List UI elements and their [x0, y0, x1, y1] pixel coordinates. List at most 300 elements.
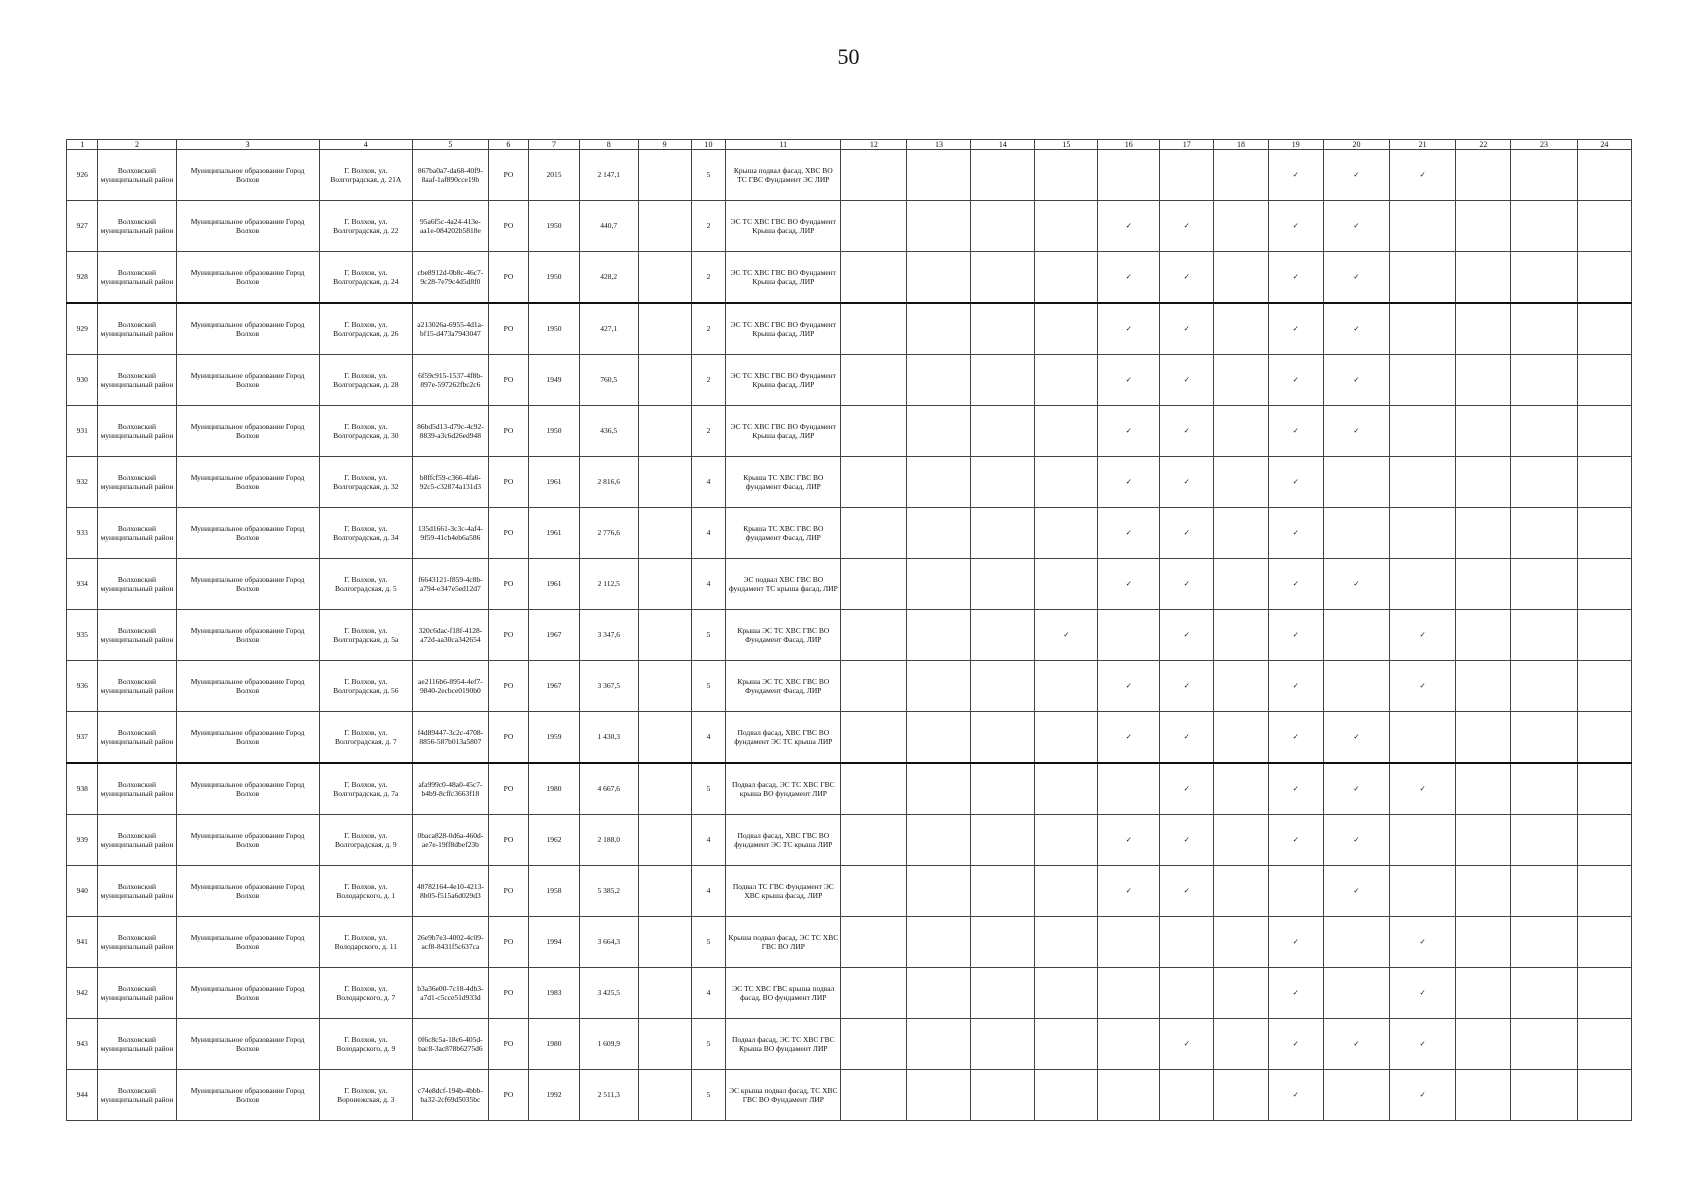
empty-cell: [1035, 406, 1098, 457]
empty-cell: [907, 712, 971, 764]
check-mark-icon: ✓: [1268, 763, 1323, 815]
table-row: [67, 866, 1632, 917]
check-mark-icon: ✓: [1268, 508, 1323, 559]
empty-cell: [1456, 661, 1511, 712]
empty-cell: [841, 355, 907, 406]
guid-cell: 26e9b7e3-4002-4c09-acf8-8431f5c637ca: [412, 917, 488, 968]
floors-cell: 5: [691, 763, 726, 815]
empty-cell: [841, 763, 907, 815]
address-cell: Г. Волхов, ул. Володарского, д. 7: [319, 968, 412, 1019]
empty-cell: [1214, 303, 1268, 355]
area-cell: 3 347,6: [579, 610, 638, 661]
empty-cell: [1214, 866, 1268, 917]
check-mark-icon: ✓: [1323, 815, 1389, 866]
empty-cell: [1035, 303, 1098, 355]
empty-cell: [841, 968, 907, 1019]
empty-cell: [971, 508, 1035, 559]
check-mark-icon: ✓: [1268, 917, 1323, 968]
floors-cell: 4: [691, 559, 726, 610]
table-row: [67, 1070, 1632, 1121]
district-cell: Волховский муниципальный район: [98, 508, 176, 559]
area-cell: 2 188,0: [579, 815, 638, 866]
empty-cell: [1268, 866, 1323, 917]
empty-cell: [1577, 1070, 1631, 1121]
check-mark-icon: ✓: [1323, 406, 1389, 457]
address-cell: Г. Волхов, ул. Волгоградская, д. 5: [319, 559, 412, 610]
check-mark-icon: ✓: [1323, 355, 1389, 406]
floors-cell: 4: [691, 815, 726, 866]
check-mark-icon: ✓: [1268, 303, 1323, 355]
guid-cell: 95a6f5c-4a24-413e-aa1e-084202b5818e: [412, 201, 488, 252]
area-cell: 436,5: [579, 406, 638, 457]
area-cell: 427,1: [579, 303, 638, 355]
district-cell: Волховский муниципальный район: [98, 406, 176, 457]
empty-cell: [1577, 406, 1631, 457]
table-row: [67, 150, 1632, 201]
empty-cell: [638, 252, 691, 304]
year-cell: 1950: [528, 201, 579, 252]
area-cell: 3 664,3: [579, 917, 638, 968]
floors-cell: 2: [691, 355, 726, 406]
empty-cell: [907, 661, 971, 712]
empty-cell: [1323, 610, 1389, 661]
column-header: 18: [1214, 140, 1268, 150]
empty-cell: [1035, 968, 1098, 1019]
check-mark-icon: ✓: [1098, 457, 1160, 508]
column-header: 7: [528, 140, 579, 150]
floors-cell: 2: [691, 201, 726, 252]
table-row: [67, 303, 1632, 355]
empty-cell: [1390, 815, 1456, 866]
row-number-cell: 943: [67, 1019, 98, 1070]
empty-cell: [1035, 559, 1098, 610]
table-row: [67, 201, 1632, 252]
check-mark-icon: ✓: [1160, 252, 1214, 304]
column-header: 1: [67, 140, 98, 150]
column-header: 22: [1456, 140, 1511, 150]
check-mark-icon: ✓: [1323, 866, 1389, 917]
row-number-cell: 936: [67, 661, 98, 712]
empty-cell: [1511, 712, 1577, 764]
empty-cell: [971, 815, 1035, 866]
floors-cell: 2: [691, 303, 726, 355]
empty-cell: [1456, 712, 1511, 764]
empty-cell: [907, 1019, 971, 1070]
check-mark-icon: ✓: [1390, 610, 1456, 661]
type-cell: РО: [488, 610, 528, 661]
column-header: 16: [1098, 140, 1160, 150]
type-cell: РО: [488, 355, 528, 406]
column-header: 23: [1511, 140, 1577, 150]
column-header: 4: [319, 140, 412, 150]
empty-cell: [841, 610, 907, 661]
empty-cell: [1511, 150, 1577, 201]
area-cell: 2 112,5: [579, 559, 638, 610]
row-number-cell: 928: [67, 252, 98, 304]
works-cell: ЭС крыша подвал фасад, ТС ХВС ГВС ВО Фундамент ЛИР: [726, 1070, 841, 1121]
floors-cell: 5: [691, 661, 726, 712]
works-cell: Крыша подвал фасад, ХВС ВО ТС ГВС Фундамент ЭС ЛИР: [726, 150, 841, 201]
check-mark-icon: ✓: [1323, 1019, 1389, 1070]
empty-cell: [971, 150, 1035, 201]
empty-cell: [1577, 201, 1631, 252]
check-mark-icon: ✓: [1160, 610, 1214, 661]
district-cell: Волховский муниципальный район: [98, 1070, 176, 1121]
empty-cell: [841, 303, 907, 355]
empty-cell: [971, 559, 1035, 610]
empty-cell: [841, 1070, 907, 1121]
empty-cell: [1456, 763, 1511, 815]
works-cell: Подвал фасад, ХВС ГВС ВО фундамент ЭС ТС крыша ЛИР: [726, 815, 841, 866]
district-cell: Волховский муниципальный район: [98, 610, 176, 661]
table-row: [67, 457, 1632, 508]
empty-cell: [1035, 201, 1098, 252]
area-cell: 2 511,3: [579, 1070, 638, 1121]
year-cell: 1949: [528, 355, 579, 406]
empty-cell: [638, 866, 691, 917]
year-cell: 1961: [528, 559, 579, 610]
empty-cell: [1511, 559, 1577, 610]
district-cell: Волховский муниципальный район: [98, 866, 176, 917]
empty-cell: [638, 661, 691, 712]
district-cell: Волховский муниципальный район: [98, 712, 176, 764]
municipality-cell: Муниципальное образование Город Волхов: [176, 457, 319, 508]
empty-cell: [1456, 866, 1511, 917]
empty-cell: [1577, 917, 1631, 968]
column-header: 14: [971, 140, 1035, 150]
empty-cell: [841, 815, 907, 866]
empty-cell: [1035, 1019, 1098, 1070]
empty-cell: [1456, 252, 1511, 304]
empty-cell: [1214, 150, 1268, 201]
row-number-cell: 926: [67, 150, 98, 201]
empty-cell: [1456, 815, 1511, 866]
row-number-cell: 934: [67, 559, 98, 610]
address-cell: Г. Волхов, ул. Володарского, д. 1: [319, 866, 412, 917]
check-mark-icon: ✓: [1268, 252, 1323, 304]
guid-cell: 86bd5d13-d79c-4c92-8839-a3c6d26ed948: [412, 406, 488, 457]
empty-cell: [1577, 610, 1631, 661]
empty-cell: [1035, 815, 1098, 866]
type-cell: РО: [488, 815, 528, 866]
empty-cell: [1390, 252, 1456, 304]
empty-cell: [907, 201, 971, 252]
empty-cell: [907, 1070, 971, 1121]
check-mark-icon: ✓: [1390, 917, 1456, 968]
type-cell: РО: [488, 559, 528, 610]
year-cell: 1980: [528, 763, 579, 815]
page-number: 50: [837, 44, 860, 69]
empty-cell: [907, 457, 971, 508]
district-cell: Волховский муниципальный район: [98, 968, 176, 1019]
check-mark-icon: ✓: [1390, 1070, 1456, 1121]
municipality-cell: Муниципальное образование Город Волхов: [176, 201, 319, 252]
guid-cell: 320c6dac-f18f-4128-a72d-aa30ca342654: [412, 610, 488, 661]
district-cell: Волховский муниципальный район: [98, 201, 176, 252]
floors-cell: 4: [691, 968, 726, 1019]
table-row: [67, 355, 1632, 406]
address-cell: Г. Волхов, ул. Воронежская, д. 3: [319, 1070, 412, 1121]
district-cell: Волховский муниципальный район: [98, 661, 176, 712]
municipality-cell: Муниципальное образование Город Волхов: [176, 1070, 319, 1121]
column-header: 8: [579, 140, 638, 150]
empty-cell: [1035, 150, 1098, 201]
check-mark-icon: ✓: [1268, 559, 1323, 610]
empty-cell: [1214, 763, 1268, 815]
district-cell: Волховский муниципальный район: [98, 763, 176, 815]
empty-cell: [1035, 355, 1098, 406]
empty-cell: [1456, 303, 1511, 355]
empty-cell: [638, 917, 691, 968]
check-mark-icon: ✓: [1268, 355, 1323, 406]
works-cell: Крыша ТС ХВС ГВС ВО фундамент Фасад, ЛИР: [726, 508, 841, 559]
empty-cell: [1511, 610, 1577, 661]
check-mark-icon: ✓: [1390, 661, 1456, 712]
area-cell: 5 385,2: [579, 866, 638, 917]
year-cell: 1962: [528, 815, 579, 866]
empty-cell: [1511, 201, 1577, 252]
empty-cell: [1323, 508, 1389, 559]
empty-cell: [1456, 406, 1511, 457]
row-number-cell: 937: [67, 712, 98, 764]
year-cell: 1994: [528, 917, 579, 968]
column-header: 17: [1160, 140, 1214, 150]
floors-cell: 5: [691, 1070, 726, 1121]
empty-cell: [638, 457, 691, 508]
type-cell: РО: [488, 1070, 528, 1121]
empty-cell: [1456, 1070, 1511, 1121]
empty-cell: [841, 917, 907, 968]
row-number-cell: 931: [67, 406, 98, 457]
guid-cell: cbe8912d-0b8c-46c7-9c28-7e79c4d5d8f0: [412, 252, 488, 304]
empty-cell: [1214, 252, 1268, 304]
year-cell: 1967: [528, 661, 579, 712]
table-body: [67, 150, 1632, 1121]
check-mark-icon: ✓: [1098, 355, 1160, 406]
district-cell: Волховский муниципальный район: [98, 457, 176, 508]
table-row: [67, 406, 1632, 457]
column-header: 13: [907, 140, 971, 150]
check-mark-icon: ✓: [1323, 201, 1389, 252]
address-cell: Г. Волхов, ул. Володарского, д. 11: [319, 917, 412, 968]
empty-cell: [1214, 968, 1268, 1019]
type-cell: РО: [488, 252, 528, 304]
type-cell: РО: [488, 406, 528, 457]
empty-cell: [1323, 968, 1389, 1019]
empty-cell: [1511, 508, 1577, 559]
empty-cell: [1035, 917, 1098, 968]
address-cell: Г. Волхов, ул. Волгоградская, д. 26: [319, 303, 412, 355]
municipality-cell: Муниципальное образование Город Волхов: [176, 150, 319, 201]
guid-cell: ae2116b6-8954-4ef7-9840-2ecbce0190b0: [412, 661, 488, 712]
check-mark-icon: ✓: [1098, 712, 1160, 764]
type-cell: РО: [488, 917, 528, 968]
empty-cell: [1456, 917, 1511, 968]
empty-cell: [907, 252, 971, 304]
empty-cell: [1214, 1019, 1268, 1070]
municipality-cell: Муниципальное образование Город Волхов: [176, 559, 319, 610]
check-mark-icon: ✓: [1035, 610, 1098, 661]
floors-cell: 2: [691, 252, 726, 304]
check-mark-icon: ✓: [1390, 968, 1456, 1019]
empty-cell: [1035, 252, 1098, 304]
municipality-cell: Муниципальное образование Город Волхов: [176, 661, 319, 712]
check-mark-icon: ✓: [1390, 150, 1456, 201]
guid-cell: 0f6c8c5a-18c6-405d-bac8-3ac878b6275d6: [412, 1019, 488, 1070]
header-row: [67, 140, 1632, 150]
table-row: [67, 917, 1632, 968]
table-row: [67, 661, 1632, 712]
empty-cell: [1214, 559, 1268, 610]
district-cell: Волховский муниципальный район: [98, 815, 176, 866]
empty-cell: [971, 252, 1035, 304]
check-mark-icon: ✓: [1160, 406, 1214, 457]
address-cell: Г. Волхов, ул. Волгоградская, д. 30: [319, 406, 412, 457]
empty-cell: [1577, 559, 1631, 610]
empty-cell: [971, 610, 1035, 661]
empty-cell: [1511, 457, 1577, 508]
empty-cell: [1577, 150, 1631, 201]
check-mark-icon: ✓: [1390, 1019, 1456, 1070]
check-mark-icon: ✓: [1323, 252, 1389, 304]
empty-cell: [1098, 1019, 1160, 1070]
empty-cell: [1456, 508, 1511, 559]
row-number-cell: 939: [67, 815, 98, 866]
empty-cell: [1390, 406, 1456, 457]
check-mark-icon: ✓: [1268, 712, 1323, 764]
row-number-cell: 938: [67, 763, 98, 815]
check-mark-icon: ✓: [1098, 303, 1160, 355]
check-mark-icon: ✓: [1160, 1019, 1214, 1070]
empty-cell: [1214, 917, 1268, 968]
empty-cell: [1390, 201, 1456, 252]
empty-cell: [841, 150, 907, 201]
empty-cell: [1214, 712, 1268, 764]
floors-cell: 2: [691, 406, 726, 457]
empty-cell: [1098, 610, 1160, 661]
type-cell: РО: [488, 1019, 528, 1070]
empty-cell: [638, 201, 691, 252]
empty-cell: [841, 201, 907, 252]
works-cell: Крыша ЭС ТС ХВС ГВС ВО Фундамент Фасад, ЛИР: [726, 661, 841, 712]
table-row: [67, 712, 1632, 764]
year-cell: 1967: [528, 610, 579, 661]
empty-cell: [1577, 508, 1631, 559]
address-cell: Г. Волхов, ул. Володарского, д. 9: [319, 1019, 412, 1070]
type-cell: РО: [488, 457, 528, 508]
address-cell: Г. Волхов, ул. Волгоградская, д. 9: [319, 815, 412, 866]
empty-cell: [1456, 457, 1511, 508]
municipality-cell: Муниципальное образование Город Волхов: [176, 815, 319, 866]
empty-cell: [907, 508, 971, 559]
check-mark-icon: ✓: [1323, 712, 1389, 764]
type-cell: РО: [488, 866, 528, 917]
empty-cell: [1035, 508, 1098, 559]
check-mark-icon: ✓: [1160, 763, 1214, 815]
table-row: [67, 508, 1632, 559]
column-header: 24: [1577, 140, 1631, 150]
address-cell: Г. Волхов, ул. Волгоградская, д. 22: [319, 201, 412, 252]
works-cell: Крыша подвал фасад, ЭС ТС ХВС ГВС ВО ЛИР: [726, 917, 841, 968]
empty-cell: [1456, 968, 1511, 1019]
check-mark-icon: ✓: [1160, 508, 1214, 559]
empty-cell: [1577, 252, 1631, 304]
guid-cell: 48782164-4e10-4213-8b05-f515a6d029d3: [412, 866, 488, 917]
year-cell: 1980: [528, 1019, 579, 1070]
type-cell: РО: [488, 661, 528, 712]
empty-cell: [841, 661, 907, 712]
table-row: [67, 968, 1632, 1019]
row-number-cell: 940: [67, 866, 98, 917]
empty-cell: [1323, 457, 1389, 508]
empty-cell: [1511, 661, 1577, 712]
municipality-cell: Муниципальное образование Город Волхов: [176, 252, 319, 304]
floors-cell: 5: [691, 150, 726, 201]
empty-cell: [1390, 457, 1456, 508]
empty-cell: [1035, 661, 1098, 712]
column-header: 15: [1035, 140, 1098, 150]
row-number-cell: 935: [67, 610, 98, 661]
column-header: 10: [691, 140, 726, 150]
works-cell: ЭС ТС ХВС ГВС ВО Фундамент Крыша фасад, ЛИР: [726, 252, 841, 304]
empty-cell: [907, 866, 971, 917]
empty-cell: [1214, 1070, 1268, 1121]
check-mark-icon: ✓: [1098, 201, 1160, 252]
check-mark-icon: ✓: [1098, 406, 1160, 457]
check-mark-icon: ✓: [1268, 150, 1323, 201]
column-header: 12: [841, 140, 907, 150]
row-number-cell: 942: [67, 968, 98, 1019]
year-cell: 1958: [528, 866, 579, 917]
column-header: 3: [176, 140, 319, 150]
guid-cell: 135d1661-3c3c-4af4-9f59-41cb4eb6a586: [412, 508, 488, 559]
empty-cell: [1577, 661, 1631, 712]
address-cell: Г. Волхов, ул. Волгоградская, д. 28: [319, 355, 412, 406]
empty-cell: [1456, 1019, 1511, 1070]
guid-cell: c74e8dcf-194b-4bbb-ba32-2cf69d5035bc: [412, 1070, 488, 1121]
column-header: 19: [1268, 140, 1323, 150]
district-cell: Волховский муниципальный район: [98, 252, 176, 304]
municipality-cell: Муниципальное образование Город Волхов: [176, 866, 319, 917]
works-cell: ЭС ТС ХВС ГВС ВО Фундамент Крыша фасад, ЛИР: [726, 201, 841, 252]
municipality-cell: Муниципальное образование Город Волхов: [176, 610, 319, 661]
year-cell: 1950: [528, 406, 579, 457]
empty-cell: [638, 815, 691, 866]
check-mark-icon: ✓: [1323, 303, 1389, 355]
check-mark-icon: ✓: [1268, 610, 1323, 661]
empty-cell: [1456, 150, 1511, 201]
floors-cell: 5: [691, 1019, 726, 1070]
guid-cell: a213026a-6955-4d1a-bf15-d473a7943047: [412, 303, 488, 355]
empty-cell: [907, 610, 971, 661]
empty-cell: [841, 1019, 907, 1070]
empty-cell: [971, 457, 1035, 508]
empty-cell: [1035, 866, 1098, 917]
works-cell: Крыша ТС ХВС ГВС ВО фундамент Фасад, ЛИР: [726, 457, 841, 508]
empty-cell: [971, 917, 1035, 968]
check-mark-icon: ✓: [1268, 1019, 1323, 1070]
area-cell: 2 147,1: [579, 150, 638, 201]
guid-cell: 0baca828-0d6a-460d-ae7e-19ff8dbef23b: [412, 815, 488, 866]
empty-cell: [1456, 610, 1511, 661]
empty-cell: [1577, 1019, 1631, 1070]
empty-cell: [1511, 866, 1577, 917]
row-number-cell: 933: [67, 508, 98, 559]
row-number-cell: 927: [67, 201, 98, 252]
empty-cell: [1511, 303, 1577, 355]
check-mark-icon: ✓: [1268, 406, 1323, 457]
empty-cell: [907, 406, 971, 457]
